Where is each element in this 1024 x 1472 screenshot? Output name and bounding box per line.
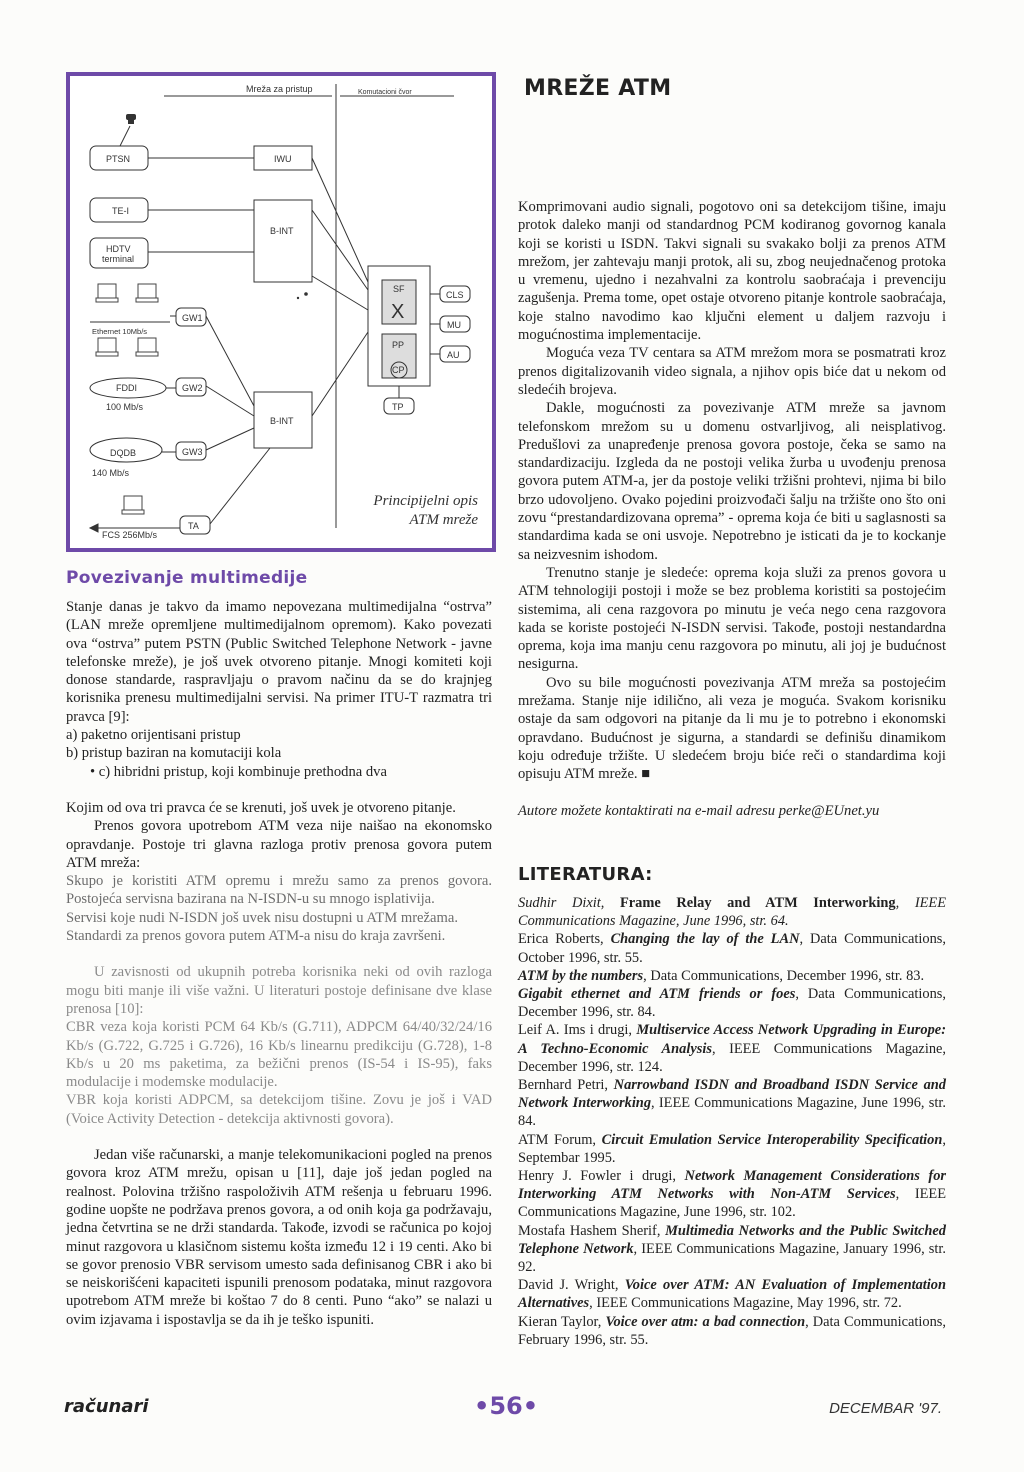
ethernet-label: Ethernet 10Mb/s [92,327,148,336]
reference-author: Kieran Taylor, [518,1313,606,1330]
dqdb-speed-label: 140 Mb/s [92,468,130,478]
right-p1: Komprimovani audio signali, pogotovo oni sa detekcijom tišine, imaju protok daleko manji od standardnog PCM kodiranog govornog kanala koji se koristi u ISDN. Takvi signali su svakako bolji za prenos ATM mrežom, jer zahtevaju manji protok, ali su, zbog neujednačenog protoka u vremenu, ujedno i nezahvalni za kontrolu saobraćaja i prevenciju zagušenja. Prema tome, opet ostaje otvoreno pitanje kontrole saobraćaja, koje stalno navodimo kao ključni element u daljem razvoju i mogućnostima implementacije. [518,199,946,344]
hdtv-label: HDTV [106,244,131,254]
left-column [66,598,492,1329]
reference-title: Changing the lay of the LAN [610,931,800,948]
reference-author: Erica Roberts, [518,931,611,948]
au-label: AU [447,350,460,360]
list-item-b: b) pristup baziran na komutaciji kola [66,745,282,762]
list-item-a: a) paketno orijentisani pristup [66,727,241,744]
left-p1: Stanje danas je takvo da imamo nepovezana multimedijalna “ostrva” (LAN mreže opremljene multimedijalnom opremom). Kako povezati ova “ostrva” putem PSTN (Public Switched Telephone Network - javne telefonske mreže), je još uvek otvoreno pitanje. Mnogi komiteti koji donose standarde, raspravljaju o pravom načinu da se do krajnjeg korisnika prenesu multimedijalni servisi. Na primer ITU-T razmatra tri pravca [9]: [66,599,492,725]
reference-author: David J. Wright, [518,1277,625,1294]
pp-label: PP [392,340,405,350]
spacer [66,945,492,963]
contact-note: Autore možete kontaktirati na e-mail adresu perke@EUnet.yu [518,802,880,819]
reference-source: , IEEE Communications Magazine, January 1996, str. 92. [518,1240,946,1276]
mu-label: MU [447,320,461,330]
dot [304,292,308,296]
dqdb-label: DQDB [110,448,137,458]
header-access-label: Mreža za pristup [246,84,313,94]
reference-title: ATM by the numbers [518,967,644,984]
sf-label: SF [393,284,405,294]
spacer [66,781,492,799]
ta-label: TA [188,521,199,531]
reference-source: , IEEE Communications Magazine, June 1996, str. 102. [518,1186,947,1221]
reference-title: Voice over atm: a bad connection [605,1313,806,1330]
bint-box-1 [254,200,312,282]
cp-label: CP [392,365,405,375]
reason-3: Standardi za prenos govora putem ATM-a nisu do kraja završeni. [66,928,446,945]
cls-label: CLS [446,290,464,300]
reference-list [518,894,946,1349]
reference-author: Leif A. Ims i drugi, [518,1022,637,1039]
list-item-c: • c) hibridni pristup, koji kombinuje prethodna dva [90,763,387,780]
right-title [524,76,671,101]
reference-item [518,1131,946,1167]
literatura-heading: LITERATURA: [518,864,653,885]
gw1-label: GW1 [182,313,203,323]
reference-title: Multiservice Access Network Upgrading in Europe: A Techno-Economic Analysis [518,1022,946,1057]
reference-source: , IEEE Communications Magazine, May 1996, str. 72. [589,1295,902,1312]
reference-item [518,985,946,1021]
reference-author: Henry J. Fowler i drugi, [518,1168,685,1185]
reference-title: Gigabit ethernet and ATM friends or foes [518,986,796,1003]
reference-title: Circuit Emulation Service Interoperability Specification [601,1131,943,1148]
reference-source: , Data Communications, October 1996, str. 55. [518,931,946,966]
atm-network-diagram [70,76,492,548]
right-column [518,198,946,820]
tei-label: TE-I [112,206,129,216]
reference-title: Network Management Considerations for Interworking ATM Networks with Non-ATM Services [518,1168,947,1203]
right-p3: Dakle, mogućnosti za povezivanje ATM mreže sa javnom telefonskom mrežom su u domenu ostvarljivog, ali neisplativog. Predušlovi za unapređenje prenosa govora postoje, čeka se samo na standardizaciju. Izgleda da ne postoji velika žurba u uvođenju prenosa govora putem ATM-a, jer da postoje veliki tržišni prohtevi, njima bi bilo brzo udovoljeno. Ovako pojedini proizvođači šalju na tržište ono što oni zovu “prestandardizovana oprema” - oprema koja će biti u saglasnosti sa standardima kada se oni usvoje. Nepotrebno je isticati da je to kockanje sa neizvesnim ishodom. [518,400,946,563]
caption-line-2: ATM mreže [409,512,478,528]
computer-icons [96,284,158,514]
reference-title: Frame Relay and ATM Interworking [619,895,896,911]
gw3-label: GW3 [182,447,203,457]
reference-source: , Data Communications, December 1996, str. 84. [518,986,946,1021]
caption-line-1: Principijelni opis [373,493,478,509]
page-number: •56• [474,1392,539,1420]
issue-date: DECEMBAR '97. [829,1400,942,1417]
reason-2: Servisi koje nudi N-ISDN još uvek nisu dostupni u ATM mrežama. [66,909,458,926]
fcs-label: FCS 256Mb/s [102,530,158,540]
reference-author: Sudhir Dixit, [518,895,620,911]
right-p2: Moguća veza TV centara sa ATM mrežom mora se posmatrati kroz prenos digitalizovanih video signala, a njihov opis biće dat u nekom od sledećih brojeva. [518,345,946,398]
reference-source: , IEEE Communications Magazine, December 1996, str. 124. [518,1040,946,1075]
reference-source: , IEEE Communications Magazine, June 1996, str. 64. [518,895,946,930]
header-switch-label: Komutacioni čvor [358,89,412,96]
reference-source: , IEEE Communications Magazine, June 1996, str. 84. [518,1095,946,1130]
reason-1: Skupo je koristiti ATM opremu i mrežu samo za prenos govora. Postojeća servisna bazirana na N-ISDN-u su mnogo isplativija. [66,873,492,908]
cbr-item: CBR veza koja koristi PCM 64 Kb/s (G.711), ADPCM 64/40/32/24/16 Kb/s (G.722, G.725 i G.726), 16 Kb/s linearnu predikciju (G.728), 1-8 Kb/s u 20 ms paketima, za bežični prenos (IS-54 i IS-95), faks modulacije i modemske modulacije. [66,1019,492,1091]
hdtv-label-2: terminal [102,254,135,264]
fddi-label: FDDI [116,383,137,393]
left-p5: Jedan više računarski, a manje telekomunikacioni pogled na prenos govora kroz ATM mrežu, opisan u [11], daje još jedan pogled na realnost. Polovina tržišno raspoloživih ATM rešenja u februaru 1996. godine uopšte ne podržava prenos govora, a od onih koja ga podržavaju, jedna četvrtina se ne drži standarda. Takođe, izvodi se računica po kojoj minut razgovora u klasičnom sistemu košta između 12 i 19 centi. Ako bi se govor prenosio VBR servisom umesto sada definisanog CBR i ako bi se neiskorišćeni kapaciteti ispunili prenosom podataka, minut razgovora upotrebom ATM mreže bi koštao 7 do 8 centi. Puno “ako” se nalazi u ovim izjavama i ispostavlja se da ih je teško ispuniti. [66,1147,492,1328]
left-p4: U zavisnosti od ukupnih potreba korisnika neki od ovih razloga mogu biti manje ili više važni. U literaturi postoje definisane dve klase prenosa [10]: [66,964,492,1017]
reference-author: Mostafa Hashem Sherif, [518,1222,666,1239]
right-p5: Ovo su bile mogućnosti povezivanja ATM mreža sa postojećim mrežama. Stanje nije idilično, ali veza je moguća. Svakom korisniku ostaje da sam odgovori na pitanje da li mu je to potrebno i ekonomski opravdano. Budućnost je sigurna, a standardi se definišu dinamikom koju određuje tržište. U sledećem broju biće reči o standardima koji opisuju ATM mreže. ■ [518,674,946,783]
tp-label: TP [392,402,404,412]
diagram-caption [348,492,478,530]
reference-source: , Septembar 1995. [518,1131,946,1166]
x-label: X [391,301,405,323]
reference-item [518,1021,946,1076]
reference-item [518,967,946,985]
reference-source: , Data Communications, February 1996, str. 55. [518,1313,946,1348]
spacer [518,784,946,802]
bint-label-2: B-INT [270,416,294,426]
reference-title: Narrowband ISDN and Broadband ISDN Service and Network Interworking [518,1077,946,1112]
reference-source: , Data Communications, December 1996, str. 83. [643,967,925,984]
iwu-label: IWU [274,154,292,164]
reference-item [518,894,946,930]
reference-item [518,930,946,966]
gw2-label: GW2 [182,383,203,393]
dot [297,297,299,299]
reference-title: Multimedia Networks and the Public Switched Telephone Network [518,1222,946,1257]
reference-author: Bernhard Petri, [518,1077,614,1094]
footer-brand: računari [64,1396,149,1417]
section-heading-multimedia: Povezivanje multimedije [66,568,308,588]
fcs-arrow [90,524,98,532]
left-p2: Kojim od ova tri pravca će se krenuti, još uvek je otvoreno pitanje. [66,799,456,816]
reference-item [518,1276,946,1312]
right-title-text: MREŽE ATM [524,76,672,101]
telephone-icon [120,114,136,146]
left-p3: Prenos govora upotrebom ATM veza nije naišao na ekonomsko opravdanje. Postoje tri glavna razloga protiv prenosa govora putem ATM mreža: [66,818,492,871]
right-p4: Trenutno stanje je sledeće: oprema koja služi za prenos govora u ATM tehnologiji postoji i može se bez problema koristiti sa postojećim sistemima, ali cena razgovora po minutu je veća nego cena razgovora kada se koriste postojeći N-ISDN servisi. Takođe, postoji nestandardna oprema, koja ima manju cenu razgovora po minutu, ali joj je budućnost nesigurna. [518,564,946,673]
vbr-item: VBR koja koristi ADPCM, sa detekcijom tišine. Zovu je još i VAD (Voice Activity Detection - detekcija aktivnosti govora). [66,1092,492,1127]
reference-item [518,1222,946,1277]
spacer [66,1128,492,1146]
reference-item [518,1167,946,1222]
reference-item [518,1313,946,1349]
reference-title: Voice over ATM: AN Evaluation of Implementation Alternatives [518,1277,947,1312]
reference-item [518,1076,946,1131]
pstn-label: PTSN [106,154,131,164]
fddi-speed-label: 100 Mb/s [106,402,144,412]
reference-author: ATM Forum, [518,1131,602,1148]
bint-label-1: B-INT [270,226,294,236]
atm-diagram-frame [66,72,496,552]
